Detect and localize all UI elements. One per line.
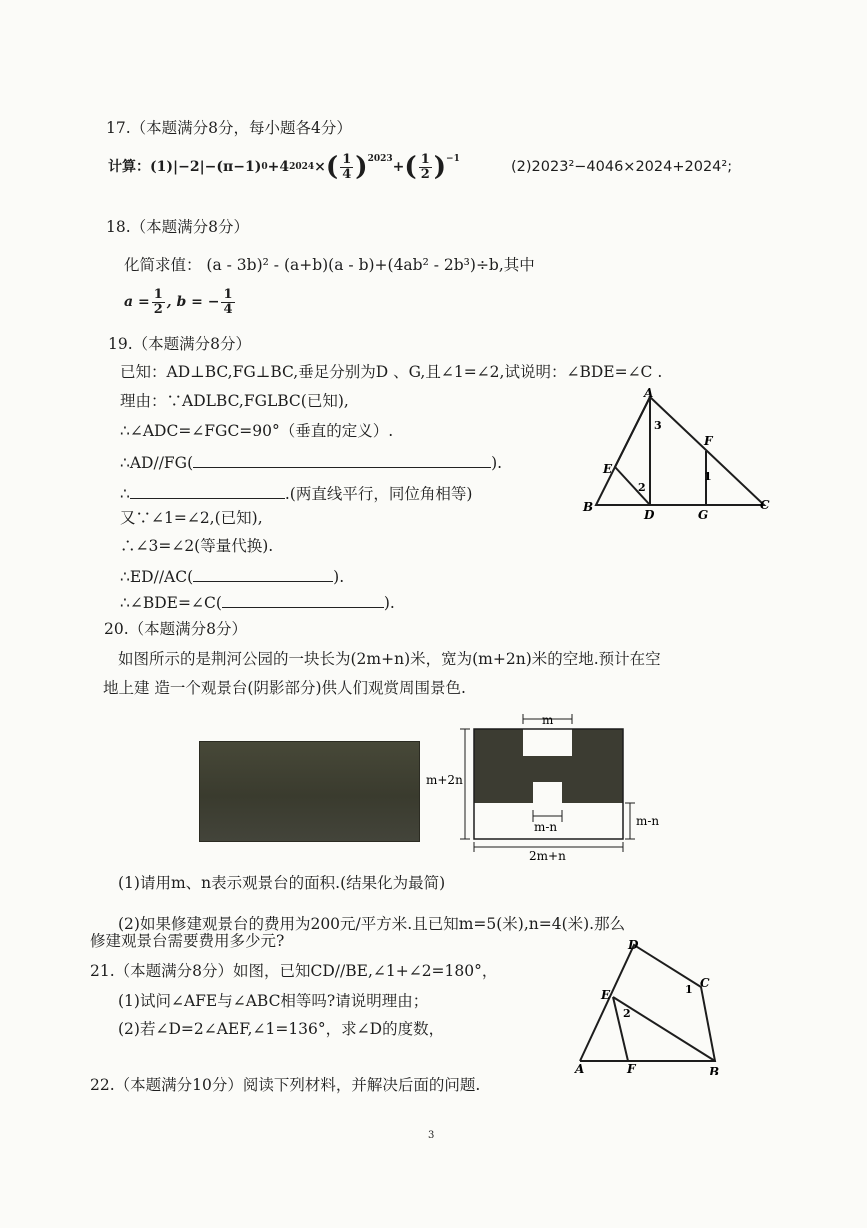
q19-reason-1: 理由：∵ADLBC,FGLBC(已知),: [120, 392, 349, 410]
q21-header: 21.（本题满分8分）如图，已知CD//BE,∠1+∠2=180°，: [90, 962, 498, 980]
dimension-label: m-n: [534, 820, 558, 834]
q18-values: a = $\frac{1}{2}$ , b = − $\frac{1}{4}$: [124, 287, 233, 317]
point-label: A: [644, 386, 654, 400]
q18-header: 18.（本题满分8分）: [106, 218, 250, 236]
q19-reason-7: ∴ED//AC( ).: [120, 568, 345, 586]
fraction-one-half: $\frac{1}{2}$: [420, 152, 430, 182]
q21-sub-question-1: (1)试问∠AFE与∠ABC相等吗?请说明理由；: [118, 992, 429, 1010]
q21-quadrilateral-figure: [570, 935, 730, 1075]
q19-given: 已知：AD⊥BC,FG⊥BC,垂足分别为D 、G,且∠1=∠2,试说明：∠BDE=∠C .: [120, 363, 663, 381]
angle-label: 2: [638, 481, 646, 494]
dimension-label: m: [542, 713, 554, 727]
answer-blank[interactable]: [193, 567, 333, 582]
q21-sub-question-2: (2)若∠D=2∠AEF,∠1=136°，求∠D的度数，: [118, 1020, 445, 1038]
q20-header: 20.（本题满分8分）: [104, 620, 248, 638]
point-label: B: [583, 500, 594, 514]
point-label: D: [628, 938, 639, 952]
q20-sub-question-2: (2)如果修建观景台的费用为200元/平方米.且已知m=5(米),n=4(米).那么: [118, 915, 626, 933]
point-label: F: [627, 1062, 636, 1075]
q20-plan-figure: [425, 712, 665, 860]
angle-label: 1: [704, 470, 712, 483]
q20-paragraph-line-1: 如图所示的是荆河公园的一块长为(2m+n)米，宽为(m+2n)米的空地.预计在空: [118, 650, 661, 668]
point-label: C: [700, 976, 710, 990]
angle-label: 2: [623, 1007, 631, 1020]
point-label: G: [698, 508, 709, 520]
q19-reason-8: ∴∠BDE=∠C( ).: [120, 594, 395, 612]
q19-reason-5: 又∵∠1=∠2,(已知),: [120, 509, 263, 527]
angle-label: 1: [685, 983, 693, 996]
point-label: E: [601, 988, 611, 1002]
q19-reason-3: ∴AD//FG( ).: [120, 454, 503, 472]
q20-sub-question-1: (1)请用m、n表示观景台的面积.(结果化为最简): [118, 874, 446, 892]
dimension-label: m+2n: [426, 773, 463, 787]
page-number: 3: [428, 1130, 435, 1141]
answer-blank[interactable]: [193, 453, 491, 468]
q17-header: 17.（本题满分8分，每小题各4分）: [106, 119, 352, 137]
q18-problem: 化简求值： (a - 3b)² - (a+b)(a - b)+(4ab² - 2b³)÷b,其中: [124, 256, 535, 274]
q20-sub-question-2-cont: 修建观景台需要费用多少元?: [90, 932, 285, 950]
q19-reason-4: ∴ .(两直线平行，同位角相等): [120, 485, 473, 503]
fraction-b: $\frac{1}{4}$: [223, 287, 233, 317]
answer-blank[interactable]: [222, 593, 384, 608]
q19-reason-2: ∴∠ADC=∠FGC=90°（垂直的定义）.: [120, 422, 394, 440]
point-label: F: [704, 434, 713, 448]
q17-expression-2: (2)2023²−4046×2024+2024²;: [511, 159, 733, 175]
point-label: D: [644, 508, 655, 520]
fraction-one-quarter: $\frac{1}{4}$: [342, 152, 352, 182]
q17-expression-1: 计算：(1) |−2|−(π−1) 0 +4 2024 × ( $\frac{1}{4}$ ) $^{2023}$ + ( $\frac{1}{2}$ ) $^{-1}$: [108, 152, 460, 183]
point-label: A: [575, 1062, 585, 1075]
park-photo: [199, 741, 420, 842]
q19-triangle-figure: [578, 385, 778, 520]
point-label: E: [603, 462, 613, 476]
q19-reason-6: ∴∠3=∠2(等量代换).: [120, 537, 274, 555]
q19-header: 19.（本题满分8分）: [108, 335, 252, 353]
answer-blank[interactable]: [130, 484, 285, 499]
point-label: C: [760, 498, 770, 512]
angle-label: 3: [654, 419, 662, 432]
point-label: B: [709, 1065, 720, 1075]
q22-header: 22.（本题满分10分）阅读下列材料，并解决后面的问题.: [90, 1076, 481, 1094]
dimension-label: m-n: [636, 814, 660, 828]
dimension-label: 2m+n: [529, 849, 566, 860]
fraction-a: $\frac{1}{2}$: [153, 287, 163, 317]
q20-paragraph-line-2: 地上建 造一个观景台(阴影部分)供人们观赏周围景色.: [103, 679, 466, 697]
